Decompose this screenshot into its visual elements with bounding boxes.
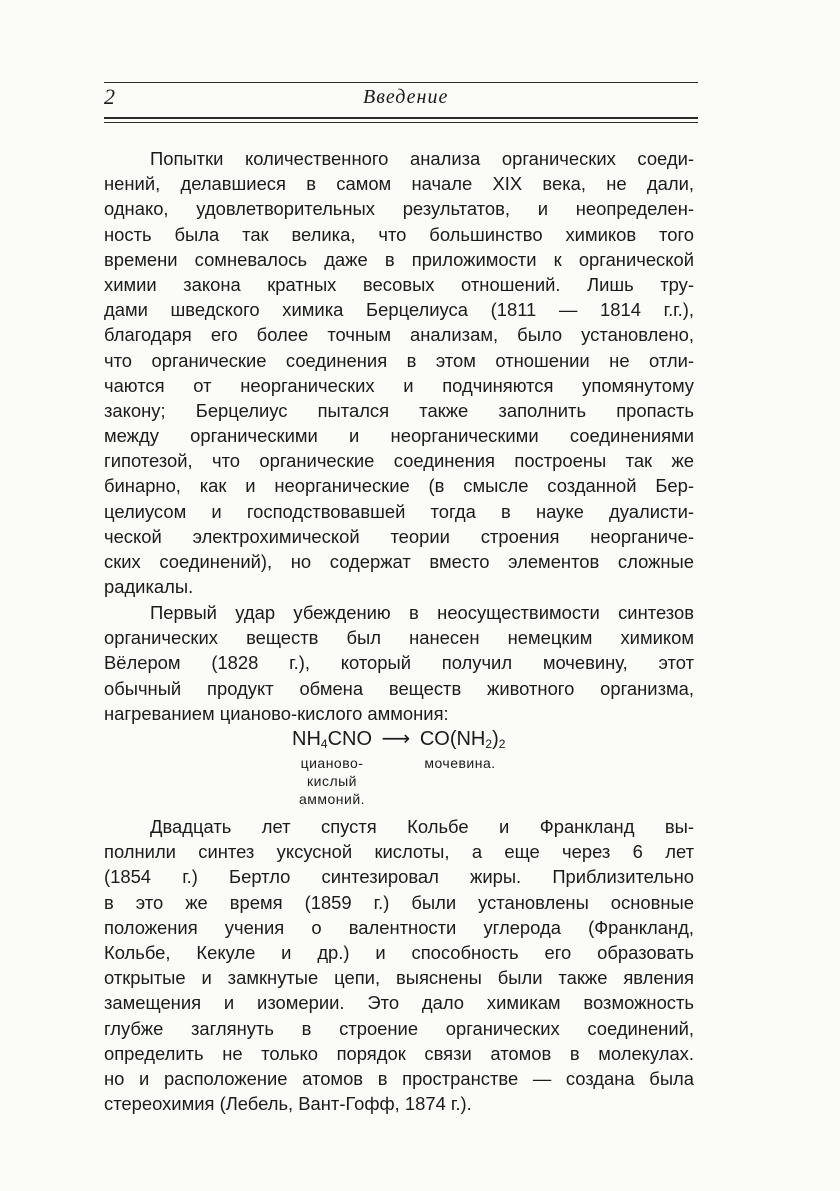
text-line: Попытки количественного анализа органических соеди- bbox=[150, 148, 694, 169]
paragraph-3 bbox=[104, 814, 694, 1116]
text-line: благодаря его более точным анализам, было установлено, bbox=[104, 324, 694, 346]
header-bottom-rule-2 bbox=[104, 122, 698, 123]
text-line: что органические соединения в этом отношении не отли- bbox=[104, 349, 694, 371]
text-line: определить не только порядок связи атомов в молекулах. bbox=[104, 1042, 694, 1064]
reactant-formula: $NH_4CNO$ bbox=[292, 728, 373, 751]
chemical-equation bbox=[292, 726, 505, 751]
text-line: Двадцать лет спустя Кольбе и Франкланд вы- bbox=[150, 816, 694, 837]
text-line: глубже заглянуть в строение органических соединений, bbox=[104, 1017, 694, 1039]
text-line: обычный продукт обмена веществ животного организма, bbox=[104, 677, 694, 699]
paragraph-2 bbox=[104, 600, 694, 726]
running-title: Введение bbox=[363, 86, 449, 108]
text-line: ских соединений), но содержат вместо элементов сложные bbox=[104, 551, 694, 572]
text-line: нений, делавшиеся в самом начале XIX века, не дали, bbox=[104, 173, 694, 195]
text-line: дами шведского химика Берцелиуса (1811 — 1814 г.г.), bbox=[104, 299, 694, 321]
text-line: полнили синтез уксусной кислоты, а еще через 6 лет bbox=[104, 841, 694, 863]
text-line: однако, удовлетворительных результатов, и неопределен- bbox=[104, 198, 694, 220]
text-line: открытые и замкнутые цепи, выяснены были также явления bbox=[104, 967, 694, 989]
text-line: бинарно, как и неорганические (в смысле созданной Бер- bbox=[104, 475, 694, 497]
page-number: 2 bbox=[104, 84, 115, 109]
text-line: в это же время (1859 г.) были установлены основные bbox=[104, 891, 694, 913]
text-line: органических веществ был нанесен немецким химиком bbox=[104, 627, 694, 649]
text-line: химии закона кратных весовых отношений. Лишь тру- bbox=[104, 273, 694, 295]
text-line: но и расположение атомов в пространстве — создана была bbox=[104, 1067, 694, 1089]
text-line: гипотезой, что органические соединения построены так же bbox=[104, 450, 694, 472]
paragraph-1 bbox=[104, 146, 694, 599]
text-line: ческой электрохимической теории строения неорганиче- bbox=[104, 525, 694, 547]
text-line: стереохимия (Лебель, Вант-Гофф, 1874 г.). bbox=[104, 1093, 472, 1115]
text-line: Первый удар убеждению в неосуществимости синтезов bbox=[150, 602, 694, 623]
reactant-label: цианово- кислый аммоний. bbox=[298, 755, 366, 807]
text-line: положения учения о валентности углерода (Франкланд, bbox=[104, 916, 694, 938]
text-line: замещения и изомерии. Это дало химикам возможность bbox=[104, 992, 694, 1014]
text-line: времени сомневалось даже в приложимости к органической bbox=[104, 248, 694, 270]
text-line: целиусом и господствовавшей тогда в науке дуалисти- bbox=[104, 500, 694, 522]
header-bottom-rule bbox=[104, 117, 698, 119]
text-line: ность была так велика, что большинство химиков того bbox=[104, 223, 694, 245]
reaction-arrow: ⟶ bbox=[381, 728, 411, 750]
text-line: чаются от неорганических и подчиняются упомянутому bbox=[104, 374, 694, 396]
product-formula: $CO(NH_2)_2$ bbox=[419, 728, 506, 751]
text-line: Кольбе, Кекуле и др.) и способность его образовать bbox=[104, 941, 694, 963]
text-line: нагреванием цианово-кислого аммония: bbox=[104, 702, 449, 724]
text-line: между органическими и неорганическими соединениями bbox=[104, 425, 694, 447]
text-line: (1854 г.) Бертло синтезировал жиры. Приблизительно bbox=[104, 866, 694, 888]
product-label: мочевина. bbox=[424, 755, 496, 771]
text-line: Вёлером (1828 г.), который получил мочевину, этот bbox=[104, 652, 694, 674]
text-line: радикалы. bbox=[104, 576, 194, 598]
header-top-rule bbox=[104, 82, 698, 83]
text-line: закону; Берцелиус пытался также заполнить пропасть bbox=[104, 399, 694, 421]
